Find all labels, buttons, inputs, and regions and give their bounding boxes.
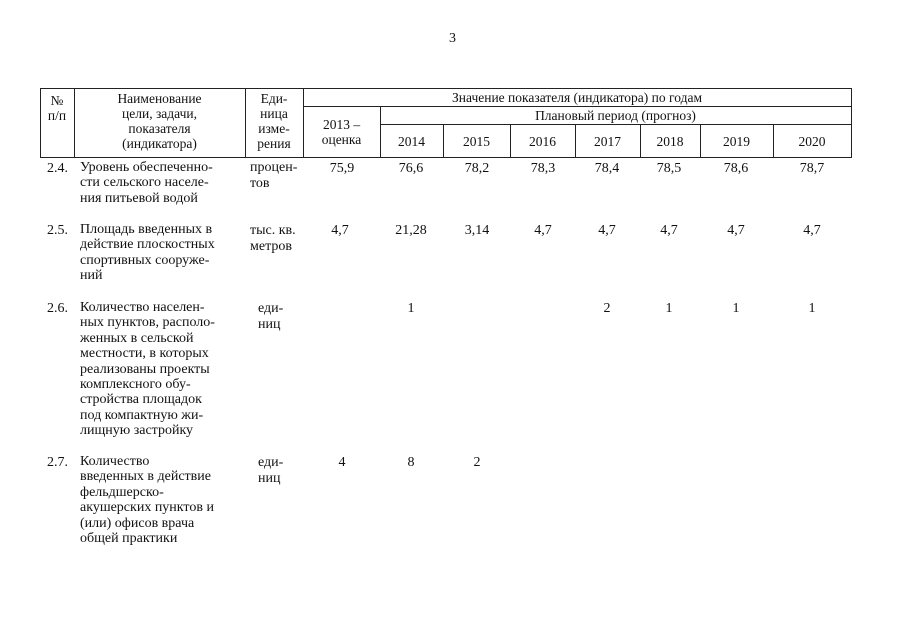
value-2014: 21,28 [395,223,427,238]
header-name: Наименование цели, задачи, показателя (индикатора) [117,91,202,151]
value-2017: 78,4 [594,161,620,176]
header-year: 2015 [463,134,490,149]
unit-of-measure: еди- ниц [258,301,284,332]
header-right-border [851,88,852,158]
value-2020: 78,7 [799,161,825,176]
value-2013: 75,9 [329,161,355,176]
row-number: 2.4. [47,161,68,176]
header-top-border [40,88,852,89]
value-2018: 4,7 [660,223,678,238]
value-2019: 1 [732,301,740,316]
unit-of-measure: тыс. кв. метров [250,223,296,254]
value-2017: 2 [603,301,611,316]
value-2015: 78,2 [464,161,490,176]
header-year: 2019 [723,134,750,149]
header-bottom-border [40,157,852,158]
value-2015: 3,14 [464,223,490,238]
header-plan-divider [380,124,852,125]
header-plan-period: Плановый период (прогноз) [535,108,696,123]
value-2014: 1 [407,301,415,316]
value-2019: 4,7 [727,223,745,238]
value-2018: 78,5 [656,161,682,176]
header-year: 2017 [594,134,621,149]
header-year: 2020 [798,134,826,149]
header-group-divider [303,106,852,107]
header-no: № п/п [47,93,67,123]
value-2018: 1 [665,301,673,316]
indicator-name: Количество введенных в действие фельдшерско- акушерских пунктов и (или) офисов врача общей практики [80,454,214,547]
value-2014: 76,6 [398,161,424,176]
header-estimate: 2013 – оценка [321,117,362,147]
value-2016: 78,3 [530,161,556,176]
row-number: 2.5. [47,223,68,238]
value-2013: 4 [338,455,346,470]
header-year: 2014 [398,134,425,149]
header-unit: Еди- ница изме- рения [257,91,291,151]
indicator-name: Площадь введенных в действие плоскостных спортивных сооруже- ний [80,222,215,284]
value-2019: 78,6 [723,161,749,176]
row-number: 2.6. [47,301,68,316]
value-2015: 2 [473,455,481,470]
header-year: 2016 [529,134,556,149]
indicator-name: Количество населен- ных пунктов, располо- женных в сельской местности, в которых реализованы проекты комплексного обу- стройства площадок под компактную жи- лищную застройку [80,300,215,439]
header-values-group: Значение показателя (индикатора) по годам [452,90,702,105]
page-number: 3 [449,31,456,46]
value-2017: 4,7 [598,223,616,238]
header-year: 2018 [656,134,684,149]
value-2020: 4,7 [803,223,821,238]
value-2016: 4,7 [534,223,552,238]
unit-of-measure: еди- ниц [258,455,284,486]
value-2020: 1 [808,301,816,316]
row-number: 2.7. [47,455,68,470]
value-2013: 4,7 [331,223,349,238]
value-2014: 8 [407,455,415,470]
unit-of-measure: процен- тов [250,160,298,191]
indicator-name: Уровень обеспеченно- сти сельского населе- ния питьевой водой [80,160,213,206]
